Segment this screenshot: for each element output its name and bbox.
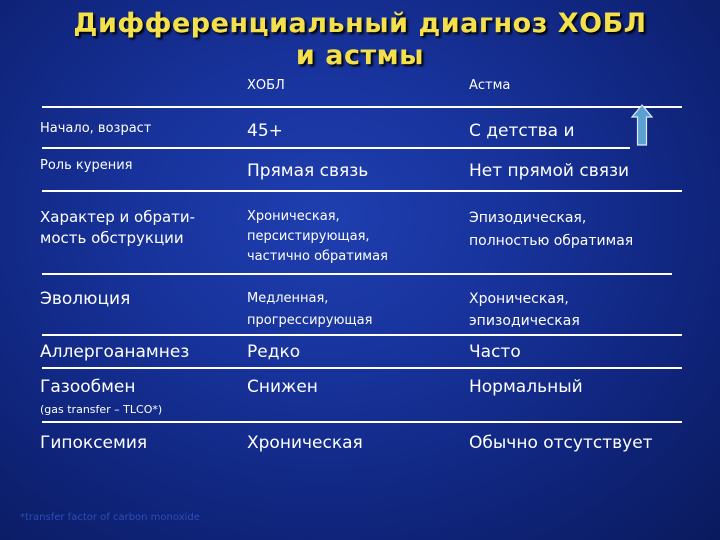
page-title	[0, 8, 720, 72]
up-arrow-icon	[631, 104, 653, 146]
cell-onset-asthma: С детства и	[469, 121, 575, 141]
cell-evolution-asthma-line-2: эпизодическая	[469, 313, 580, 329]
column-header-asthma: Астма	[469, 78, 511, 93]
cell-gas-copd: Снижен	[247, 377, 318, 397]
cell-obstruction-copd	[247, 207, 388, 267]
cell-obstruction-copd-line-1: Хроническая,	[247, 209, 340, 224]
cell-evolution-asthma	[469, 288, 580, 332]
row-label-allergy: Аллергоанамнез	[40, 342, 190, 362]
row-divider	[42, 421, 682, 423]
cell-evolution-asthma-line-1: Хроническая,	[469, 291, 569, 307]
cell-hypoxemia-copd: Хроническая	[247, 433, 363, 453]
row-label-obstruction-line-1: Характер и обрати-	[40, 208, 196, 226]
cell-gas-asthma: Нормальный	[469, 377, 583, 397]
cell-allergy-asthma: Часто	[469, 342, 521, 362]
row-divider	[42, 190, 682, 192]
row-label-hypoxemia: Гипоксемия	[40, 433, 148, 453]
title-line-1: Дифференциальный диагноз ХОБЛ	[73, 8, 647, 39]
cell-obstruction-copd-line-2: персистирующая,	[247, 229, 370, 244]
row-label-obstruction-line-2: мость обструкции	[40, 229, 184, 247]
cell-obstruction-asthma	[469, 207, 633, 253]
row-divider	[42, 367, 682, 369]
title-line-2: и астмы	[295, 40, 425, 71]
cell-evolution-copd-line-1: Медленная,	[247, 291, 329, 306]
row-divider	[42, 273, 672, 275]
row-label-smoking: Роль курения	[40, 158, 133, 173]
row-label-onset: Начало, возраст	[40, 121, 152, 136]
row-divider	[42, 334, 682, 336]
footnote: *transfer factor of carbon monoxide	[20, 512, 200, 523]
cell-smoking-copd: Прямая связь	[247, 161, 369, 181]
cell-obstruction-copd-line-3: частично обратимая	[247, 249, 388, 264]
row-sublabel-gas: (gas transfer – TLCO*)	[40, 403, 163, 416]
cell-allergy-copd: Редко	[247, 342, 301, 362]
cell-onset-copd: 45+	[247, 121, 283, 141]
row-label-gas: Газообмен	[40, 377, 136, 397]
row-label-obstruction	[40, 207, 195, 249]
column-header-copd: ХОБЛ	[247, 78, 285, 93]
header-divider	[42, 106, 682, 108]
cell-obstruction-asthma-line-2: полностью обратимая	[469, 233, 634, 249]
cell-evolution-copd-line-2: прогрессирующая	[247, 313, 373, 328]
cell-hypoxemia-asthma: Обычно отсутствует	[469, 433, 653, 453]
row-divider	[42, 147, 630, 149]
cell-obstruction-asthma-line-1: Эпизодическая,	[469, 210, 587, 226]
cell-smoking-asthma: Нет прямой связи	[469, 161, 630, 181]
cell-evolution-copd	[247, 288, 372, 332]
row-label-evolution: Эволюция	[40, 289, 131, 309]
